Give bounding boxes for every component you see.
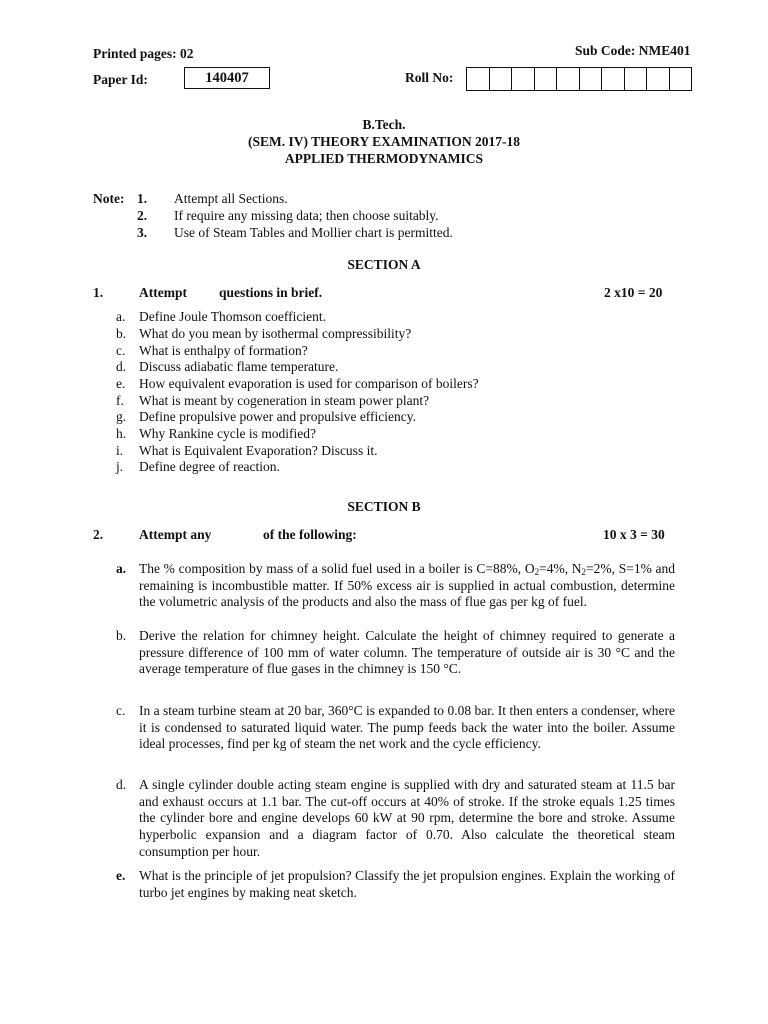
question-1-number: 1. xyxy=(93,285,104,300)
list-item xyxy=(116,409,416,425)
question-item xyxy=(116,628,676,678)
item-letter: e. xyxy=(116,376,126,391)
question-2-instruction: of the following: xyxy=(263,527,357,542)
roll-digit-box[interactable] xyxy=(624,67,648,91)
question-2-number: 2. xyxy=(93,527,104,542)
roll-digit-box[interactable] xyxy=(489,67,513,91)
note-number: 3. xyxy=(137,225,148,240)
question-item xyxy=(116,868,676,901)
note-text: Use of Steam Tables and Mollier chart is permitted. xyxy=(174,225,453,240)
question-2-marks: 10 x 3 = 30 xyxy=(603,527,665,542)
roll-digit-box[interactable] xyxy=(511,67,535,91)
item-text: What is Equivalent Evaporation? Discuss it. xyxy=(139,443,378,458)
roll-digit-box[interactable] xyxy=(579,67,603,91)
item-letter: g. xyxy=(116,409,127,424)
roll-digit-box[interactable] xyxy=(646,67,670,91)
item-letter: e. xyxy=(116,868,126,883)
item-text: Derive the relation for chimney height. Calculate the height of chimney required to generate a pressure difference of 100 mm of water column. The temperature of outside air is 30 °C and the average temperature of flue gases in the chimney is 150 °C. xyxy=(139,628,675,677)
printed-pages: Printed pages: 02 xyxy=(93,46,194,61)
question-1-attempt: Attempt xyxy=(139,285,187,300)
item-text: How equivalent evaporation is used for comparison of boilers? xyxy=(139,376,479,391)
note-number: 1. xyxy=(137,191,148,206)
note-number: 2. xyxy=(137,208,148,223)
item-text: In a steam turbine steam at 20 bar, 360°C is expanded to 0.08 bar. It then enters a condenser, where it is condensed to saturated liquid water. The pump feeds back the water into the boiler. Assume ideal processes, find per kg of steam the net work and the cycle efficiency. xyxy=(139,703,675,752)
item-letter: d. xyxy=(116,777,127,792)
note-item xyxy=(137,191,288,207)
list-item xyxy=(116,393,429,409)
item-text: What is the principle of jet propulsion? Classify the jet propulsion engines. Explain the working of turbo jet engines by making neat sketch. xyxy=(139,868,675,900)
list-item xyxy=(116,309,326,325)
section-a-heading: SECTION A xyxy=(347,257,421,272)
subject-code: Sub Code: NME401 xyxy=(575,43,691,58)
roll-no-label: Roll No: xyxy=(405,70,454,85)
item-letter: a. xyxy=(116,309,126,324)
item-text: Why Rankine cycle is modified? xyxy=(139,426,316,441)
item-letter: d. xyxy=(116,359,127,374)
note-text: Attempt all Sections. xyxy=(174,191,288,206)
item-text: The % composition by mass of a solid fuel used in a boiler is C=88%, $O_2=4\%$, $N_2=2\%$, S=1% and remaining is incombustible matter. If 50% excess air is supplied in actual combustion, determine the volumetric analysis of the products and also the mass of flue gas per kg of fuel. xyxy=(139,561,676,610)
item-text: Define degree of reaction. xyxy=(139,459,280,474)
list-item xyxy=(116,359,338,375)
note-label: Note: xyxy=(93,191,125,206)
section-b-heading: SECTION B xyxy=(347,499,421,514)
item-letter: i. xyxy=(116,443,124,458)
note-text: If require any missing data; then choose suitably. xyxy=(174,208,439,223)
item-letter: h. xyxy=(116,426,127,441)
note-item xyxy=(137,225,453,241)
list-item xyxy=(116,426,316,442)
question-2-attempt: Attempt any xyxy=(139,527,212,542)
question-1-marks: 2 x10 = 20 xyxy=(604,285,663,300)
question-item xyxy=(116,777,676,861)
list-item xyxy=(116,443,377,459)
list-item xyxy=(116,343,308,359)
roll-digit-box[interactable] xyxy=(669,67,693,91)
paper-id-value: 140407 xyxy=(184,67,270,89)
question-item xyxy=(116,703,676,753)
question-1-instruction: questions in brief. xyxy=(219,285,323,300)
degree-title: B.Tech. xyxy=(362,117,406,132)
roll-digit-box[interactable] xyxy=(601,67,625,91)
item-text: What is meant by cogeneration in steam power plant? xyxy=(139,393,430,408)
item-letter: c. xyxy=(116,703,126,718)
roll-digit-box[interactable] xyxy=(556,67,580,91)
note-item xyxy=(137,208,439,224)
question-item xyxy=(116,561,676,611)
item-text: What do you mean by isothermal compressibility? xyxy=(139,326,412,341)
roll-digit-box[interactable] xyxy=(466,67,490,91)
exam-title: (SEM. IV) THEORY EXAMINATION 2017-18 xyxy=(248,134,520,149)
list-item xyxy=(116,326,411,342)
item-text: Define propulsive power and propulsive efficiency. xyxy=(139,409,417,424)
item-text: Define Joule Thomson coefficient. xyxy=(139,309,326,324)
item-letter: c. xyxy=(116,343,126,358)
item-letter: f. xyxy=(116,393,124,408)
paper-id-label: Paper Id: xyxy=(93,72,148,87)
item-letter: j. xyxy=(116,459,124,474)
item-letter: a. xyxy=(116,561,127,576)
item-letter: b. xyxy=(116,326,127,341)
subject-title: APPLIED THERMODYNAMICS xyxy=(284,151,484,166)
item-letter: b. xyxy=(116,628,127,643)
roll-digit-box[interactable] xyxy=(534,67,558,91)
list-item xyxy=(116,376,479,392)
item-text: Discuss adiabatic flame temperature. xyxy=(139,359,339,374)
roll-no-boxes[interactable] xyxy=(467,67,692,91)
list-item xyxy=(116,459,280,475)
item-text: A single cylinder double acting steam engine is supplied with dry and saturated steam at 11.5 bar and exhaust occurs at 1.1 bar. The cut-off occurs at 40% of stroke. If the stroke equals 1.25 times the cylinder bore and engine develops 60 kW at 90 rpm, determine the bore and stroke. Assume hyperbolic expansion and a diagram factor of 0.70. Also calculate the theoretical steam consumption per hour. xyxy=(139,777,675,859)
item-text: What is enthalpy of formation? xyxy=(139,343,308,358)
